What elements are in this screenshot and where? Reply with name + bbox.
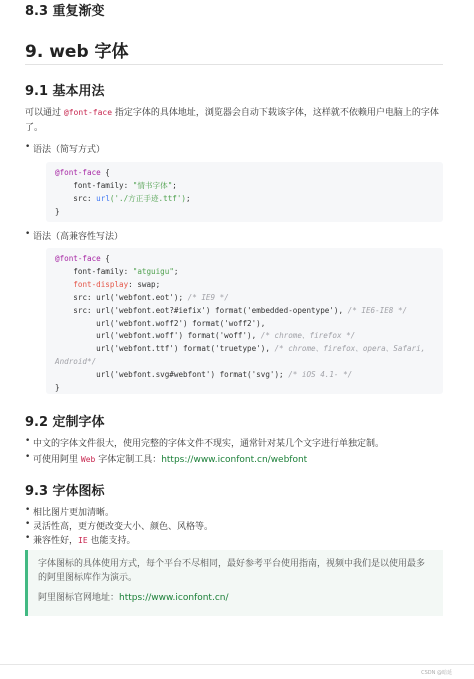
syntax-simple-label: • 语法（简写方式） — [33, 142, 105, 155]
syntax-compat-label: • 语法（高兼容性写法） — [33, 229, 123, 242]
item-text: 可使用阿里 — [33, 455, 81, 465]
code-token: Android*/ — [55, 357, 97, 367]
code-token: src — [73, 305, 88, 315]
heading-rule — [25, 64, 443, 65]
code-token: format('woff') — [187, 331, 252, 341]
icon-font-item-3 — [33, 533, 136, 546]
code-token: ; — [172, 180, 177, 190]
code-token: url('webfont.woff2') — [96, 318, 188, 328]
code-token: /* IE6-IE8 */ — [347, 305, 408, 315]
heading-9-2: 9.2 定制字体 — [25, 415, 105, 430]
code-token: url — [96, 193, 110, 203]
iconfont-home-link[interactable]: https://www.iconfont.cn/ — [119, 593, 229, 603]
code-token: { — [100, 168, 110, 177]
heading-9: 9. web 字体 — [25, 42, 129, 62]
custom-font-item-1: • 中文的字体文件很大，使用完整的字体文件不现实，通常针对某几个文字进行单独定制。 — [33, 436, 433, 449]
code-token: : — [87, 193, 97, 203]
code-token: format('truetype') — [183, 344, 266, 354]
code-token: format('embedded-opentype') — [215, 305, 339, 315]
code-token: /* chrome、firefox、opera、Safari, — [274, 344, 426, 354]
code-token: url('webfont.ttf') — [96, 344, 179, 354]
code-token: url('webfont.eot?#iefix') — [96, 305, 211, 315]
tip-text: 字体图标的具体使用方式，每个平台不尽相同，最好参考平台使用指南，视频中我们是以使用最多的阿里图标库作为演示。 — [38, 559, 426, 583]
tip-link-label: 阿里图标官网地址： — [38, 593, 120, 603]
code-block-simple — [46, 162, 443, 222]
code-token: font-family — [73, 266, 124, 276]
icon-font-item-1: • 相比图片更加清晰。 — [33, 505, 114, 518]
item-text: 也能支持。 — [87, 536, 136, 546]
code-token: "情书字体" — [132, 180, 173, 190]
footer-divider — [0, 664, 474, 665]
tip-callout — [25, 550, 443, 616]
intro-paragraph — [25, 105, 443, 136]
code-token: src — [73, 193, 88, 203]
code-token: } — [55, 206, 60, 216]
custom-font-item-2 — [33, 452, 433, 465]
code-token: @font-face — [55, 168, 101, 177]
heading-9-1: 9.1 基本用法 — [25, 84, 105, 99]
code-block-compat: @font-face { font-family: "atguigu"; font-display: swap; src: url('webfont.eot'); /* IE9 */ src: url('webfont.eot?#iefix') format('embedded-opentype'), /* IE6-IE8 */ url('webfont.woff2') format('woff2'), url('webfont.woff') format('woff'), /* chrome、firefox */ url('webfont.ttf') format('truetype'), /* chrome、firefox、opera、Safari, Android*/ url('webfont.svg#webfont') format('svg'); /* iOS 4.1- */ } — [46, 248, 443, 394]
code-token: { — [100, 254, 110, 263]
code-token: ; — [185, 193, 191, 203]
code-token: @font-face — [55, 254, 101, 263]
heading-9-3: 9.3 字体图标 — [25, 484, 105, 499]
code-token: ('./方正手迹.ttf') — [109, 193, 186, 203]
code-token: format('woff2') — [192, 318, 261, 328]
item-text: 兼容性好， — [33, 536, 79, 546]
inline-code-ie: IE — [78, 536, 88, 545]
code-token: font-display — [73, 279, 129, 289]
code-token: /* IE9 */ — [187, 292, 229, 302]
heading-8-3: 8.3 重复渐变 — [25, 4, 105, 19]
code-token: } — [55, 383, 60, 393]
intro-after: 指定字体的具体地址，浏览器会自动下载该字体，这样就不依赖用户电脑上的字体了。 — [25, 108, 439, 133]
code-token: /* iOS 4.1- */ — [288, 370, 353, 380]
inline-code-font-face: @font-face — [63, 108, 113, 117]
code-token: /* chrome、firefox */ — [260, 331, 356, 341]
code-token: url('webfont.woff') — [96, 331, 184, 341]
code-token: font-family — [73, 180, 124, 190]
code-token: "atguigu" — [132, 266, 174, 276]
item-text: 字体定制工具： — [95, 455, 162, 465]
icon-font-item-2: • 灵活性高，更方便改变大小、颜色、风格等。 — [33, 519, 213, 532]
inline-code-web: Web — [80, 455, 96, 464]
code-token: url('webfont.eot') — [96, 292, 179, 302]
tip-link-line — [38, 591, 433, 605]
code-token: url('webfont.svg#webfont') — [96, 370, 216, 380]
code-token: format('svg') — [219, 370, 280, 380]
iconfont-webfont-link[interactable]: https://www.iconfont.cn/webfont — [161, 455, 308, 465]
code-token: src — [73, 292, 88, 302]
code-token: swap — [137, 279, 156, 289]
code-token: : — [123, 180, 133, 190]
intro-before: 可以通过 — [25, 108, 64, 118]
footer-watermark: CSDN @暗延 — [421, 670, 452, 676]
